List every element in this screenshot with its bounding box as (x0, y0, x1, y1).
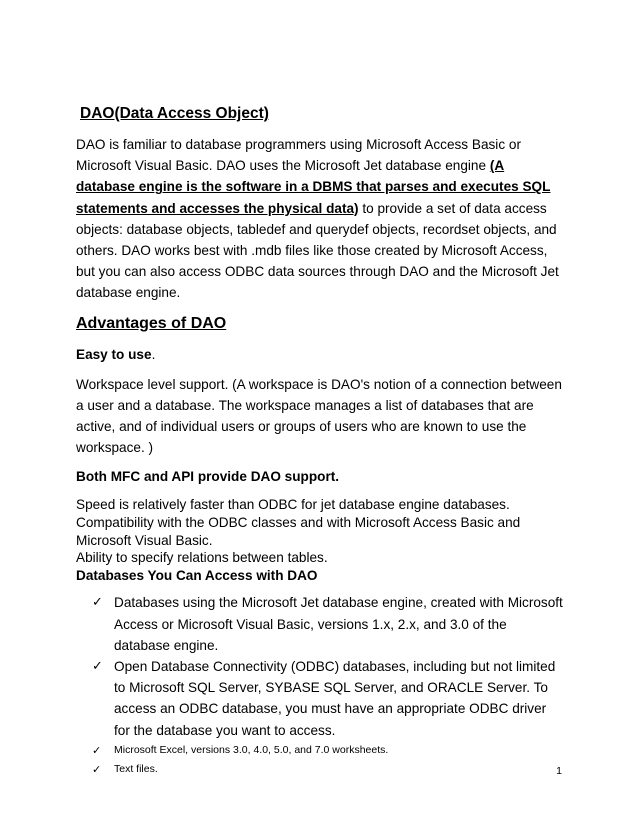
checkmark-icon: ✓ (92, 762, 102, 776)
page-number: 1 (556, 765, 562, 777)
speed-line: Speed is relatively faster than ODBC for jet database engine databases. (76, 497, 510, 513)
easy-to-use-label: Easy to use (76, 346, 152, 362)
page-title: DAO(Data Access Object) (80, 105, 269, 122)
list-item-text: Databases using the Microsoft Jet database engine, created with Microsoft Access or Microsoft Visual Basic, versions 1.x, 2.x, and 3.0 of the database engine. (114, 595, 563, 653)
list-item (76, 592, 564, 656)
workspace-paragraph: Workspace level support. (A workspace is DAO's notion of a connection between a user and a database. The workspace manages a list of databases that are active, and of individual users or groups of users who are known to use the workspace. ) (76, 376, 562, 456)
intro-text-part1: DAO is familiar to database programmers using Microsoft Access Basic or Microsoft Visual Basic. DAO uses the Microsoft Jet database engine (76, 137, 521, 174)
intro-text-part2: to provide a set of data access objects: database objects, tabledef and querydef objects, recordset objects, and others. DAO works best with .mdb files like those created by Microsoft Access, but you can also access ODBC data sources through DAO and the Microsoft Jet database engine. (76, 200, 559, 301)
advantages-heading: Advantages of DAO (76, 314, 227, 332)
list-item-text: Text files. (114, 762, 158, 775)
database-engine-definition: (A database engine is the software in a DBMS that parses and executes SQL statements and accesses the physical data) (76, 158, 551, 216)
list-item (76, 760, 564, 779)
compatibility-line: Compatibility with the ODBC classes and with Microsoft Access Basic and Microsoft Visual Basic. (76, 515, 521, 548)
databases-list (76, 592, 564, 778)
list-item (76, 656, 564, 741)
easy-to-use-period: . (151, 346, 156, 362)
checkmark-icon: ✓ (92, 743, 102, 757)
databases-heading: Databases You Can Access with DAO (76, 567, 318, 583)
list-item-text: Microsoft Excel, versions 3.0, 4.0, 5.0, and 7.0 worksheets. (114, 743, 389, 756)
intro-paragraph (76, 134, 564, 304)
list-item-text: Open Database Connectivity (ODBC) databases, including but not limited to Microsoft SQL Server, SYBASE SQL Server, and ORACLE Server. To access an ODBC database, you must have an appropriate ODBC driver for the database you want to access. (114, 659, 556, 738)
page-content (76, 104, 564, 779)
checkmark-icon: ✓ (92, 659, 103, 675)
checkmark-icon: ✓ (92, 595, 103, 611)
relations-line: Ability to specify relations between tables. (76, 550, 328, 566)
list-item (76, 741, 564, 760)
easy-to-use-line (76, 345, 564, 365)
mfc-api-support-line: Both MFC and API provide DAO support. (76, 469, 340, 485)
